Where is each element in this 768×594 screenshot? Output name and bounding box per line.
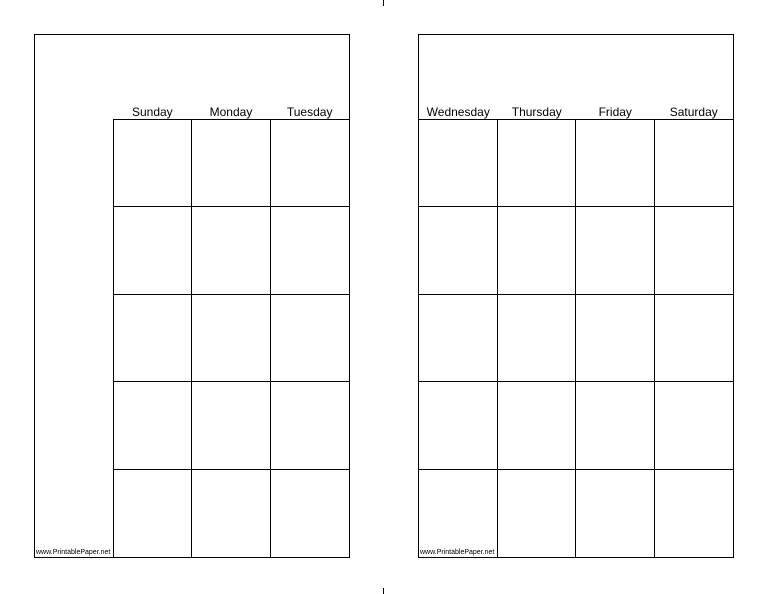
day-cell — [419, 295, 498, 382]
day-cell — [192, 382, 270, 469]
left-calendar-page — [34, 34, 350, 558]
day-cell — [498, 207, 577, 294]
day-cell — [114, 295, 192, 382]
day-cell — [419, 382, 498, 469]
day-cell — [114, 207, 192, 294]
day-cell — [271, 295, 349, 382]
day-header-monday: Monday — [209, 105, 253, 119]
day-cell — [192, 295, 270, 382]
day-cell — [114, 382, 192, 469]
day-header-saturday: Saturday — [669, 105, 718, 119]
day-cell — [114, 120, 192, 207]
day-header-thursday: Thursday — [511, 105, 562, 119]
day-cell — [655, 382, 734, 469]
day-cell — [419, 470, 498, 557]
day-cell — [498, 382, 577, 469]
day-header-tuesday: Tuesday — [286, 105, 333, 119]
right-day-grid — [419, 119, 733, 557]
day-cell — [498, 470, 577, 557]
day-cell — [655, 120, 734, 207]
day-cell — [576, 470, 655, 557]
right-calendar-page — [418, 34, 734, 558]
day-cell — [655, 295, 734, 382]
day-cell — [498, 295, 577, 382]
day-cell — [419, 120, 498, 207]
day-header-sunday: Sunday — [131, 105, 173, 119]
right-footer-url: www.PrintablePaper.net — [420, 549, 495, 556]
left-day-grid — [113, 119, 349, 557]
fold-mark-top — [383, 0, 384, 6]
day-cell — [419, 207, 498, 294]
day-cell — [114, 470, 192, 557]
fold-mark-bottom — [383, 588, 384, 594]
day-cell — [192, 120, 270, 207]
day-cell — [576, 120, 655, 207]
left-footer-url: www.PrintablePaper.net — [36, 549, 111, 556]
day-cell — [192, 470, 270, 557]
day-header-friday: Friday — [598, 105, 632, 119]
day-cell — [271, 382, 349, 469]
day-cell — [192, 207, 270, 294]
day-cell — [576, 207, 655, 294]
day-cell — [271, 120, 349, 207]
day-cell — [271, 207, 349, 294]
day-cell — [576, 382, 655, 469]
day-cell — [655, 470, 734, 557]
day-cell — [498, 120, 577, 207]
day-cell — [655, 207, 734, 294]
day-header-wednesday: Wednesday — [426, 105, 490, 119]
day-cell — [576, 295, 655, 382]
day-cell — [271, 470, 349, 557]
